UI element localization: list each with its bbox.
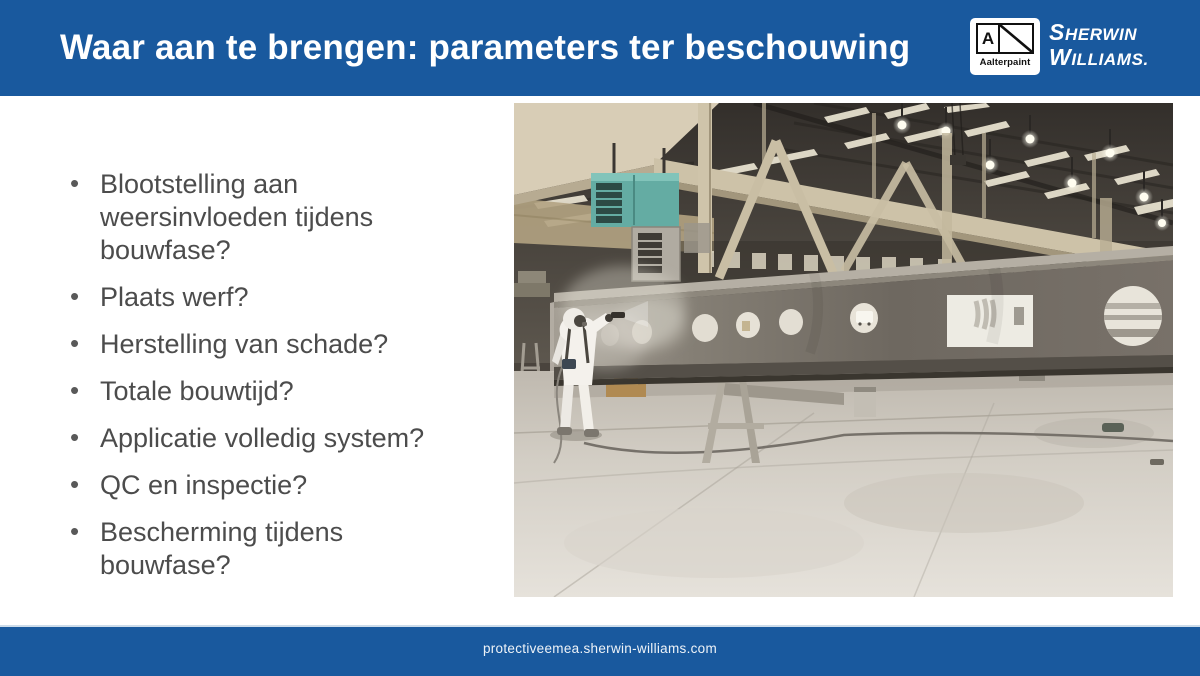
bullet-item: • Applicatie volledig system? [68,422,480,455]
bullet-item: • QC en inspectie? [68,469,480,502]
company-logo [970,18,1149,75]
footer-url: protectiveemea.sherwin-williams.com [482,641,718,656]
bullet-item: • Totale bouwtijd? [68,375,480,408]
aalterpaint-diagonal-icon [1000,25,1032,52]
bullet-item: • Bescherming tijdens bouwfase? [68,516,480,582]
aalterpaint-logo-mark [976,23,1034,54]
williams-line: WILLIAMS. [1049,44,1149,70]
bullet-item: • Plaats werf? [68,281,480,314]
aalterpaint-logo [970,18,1040,75]
photo-spray-painting [514,103,1173,597]
bullet-item: • Blootstelling aan weersinvloeden tijdens bouwfase? [68,168,480,267]
aalterpaint-label: Aalterpaint [979,57,1031,68]
sherwin-line: SHERWIN [1049,19,1138,45]
slide-header-bar [0,0,1200,96]
bullet-list [68,168,480,596]
bullet-item: • Herstelling van schade? [68,328,480,361]
slide-title: Waar aan te brengen: parameters ter beschouwing [60,28,911,67]
sherwin-williams-wordmark [1049,21,1149,71]
slide-footer-bar [0,625,1200,676]
aalterpaint-monogram: A [978,25,1000,52]
